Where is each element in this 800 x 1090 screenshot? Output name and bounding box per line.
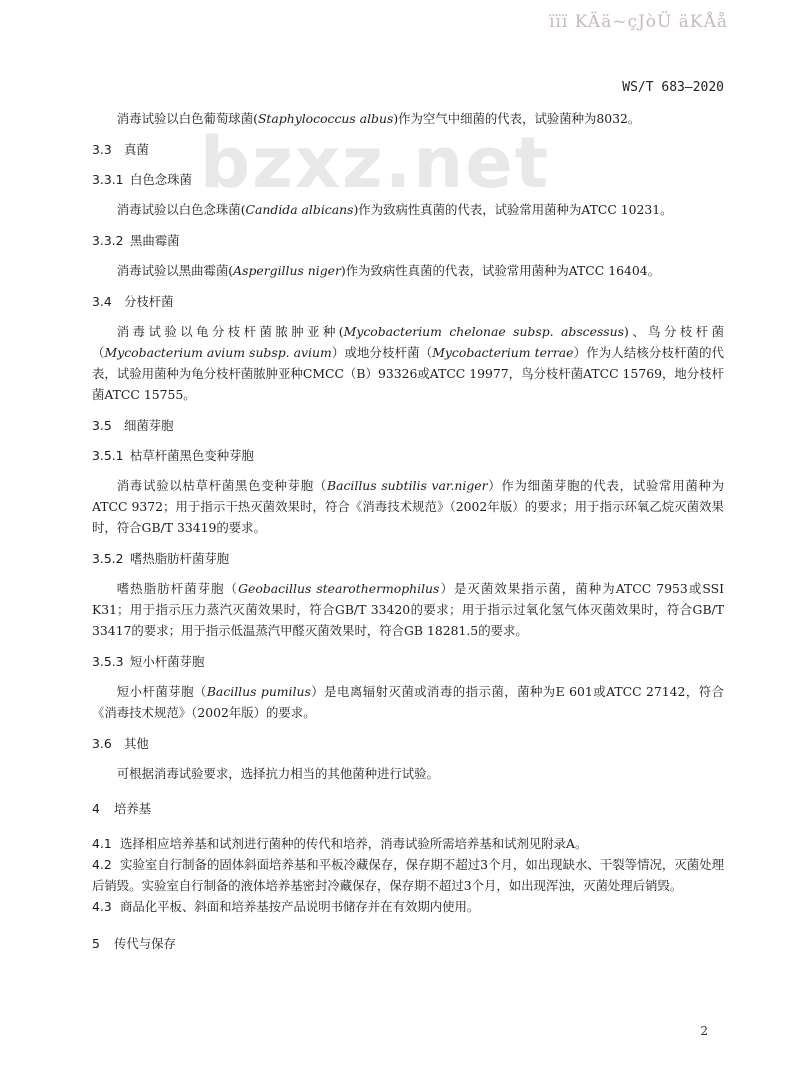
heading-title: 其他: [124, 736, 149, 751]
paragraph-text: ）或地分枝杆菌（: [331, 345, 433, 360]
paragraph-text: ）作为人结核分枝杆菌的代表，试验用菌种为龟分枝杆菌脓肿亚种CMCC（B）93326或ATCC 19977，鸟分枝杆菌ATCC 15769，地分枝杆菌ATCC 15755。: [92, 345, 725, 402]
chapter-heading: [92, 933, 724, 954]
paragraph: [92, 321, 724, 405]
heading-number: 3.5: [92, 418, 112, 433]
list-item: [92, 833, 724, 854]
page-number: 2: [700, 1024, 708, 1038]
heading-title: 枯草杆菌黑色变种芽胞: [130, 448, 254, 463]
numbered-list: [92, 833, 724, 917]
item-text: 商品化平板、斜面和培养基按产品说明书储存并在有效期内使用。: [120, 899, 480, 914]
latin-name: Mycobacterium avium subsp. avium: [104, 345, 332, 360]
section-heading: [92, 548, 724, 569]
paragraph-text: 消毒试验以枯草杆菌黑色变种芽胞（: [116, 478, 327, 493]
heading-title: 真菌: [124, 142, 149, 157]
paragraph-text: 消毒试验以龟分枝杆菌脓肿亚种(: [116, 324, 344, 339]
paragraph-text: ）是灭菌效果指示菌，菌种为ATCC 7953或SSI K31；用于指示压力蒸汽灭菌效果时，符合GB/T 33420的要求；用于指示过氧化氢气体灭菌效果时，符合GB/T 33417的要求；用于指示低温蒸汽甲醛灭菌效果时，符合GB 18281.5的要求。: [92, 581, 724, 638]
heading-title: 嗜热脂肪杆菌芽胞: [130, 551, 230, 566]
section-heading: [92, 415, 724, 436]
paragraph-text: )作为致病性真菌的代表，试验常用菌种为ATCC 16404。: [340, 263, 660, 278]
section-heading: [92, 139, 724, 160]
latin-name: Bacillus pumilus: [206, 684, 311, 699]
item-text: 选择相应培养基和试剂进行菌种的传代和培养，消毒试验所需培养基和试剂见附录A。: [120, 836, 588, 851]
section-heading: [92, 445, 724, 466]
paragraph: [92, 681, 724, 723]
item-number: 4.1: [92, 836, 112, 851]
heading-number: 3.4: [92, 294, 112, 309]
heading-number: 3.5.3: [92, 654, 124, 669]
heading-title: 白色念珠菌: [130, 172, 192, 187]
paragraph: [92, 763, 724, 784]
heading-number: 3.3.2: [92, 233, 124, 248]
section-heading: [92, 230, 724, 251]
latin-name: Mycobacterium chelonae subsp. abscessus: [343, 324, 625, 339]
paragraph-text: 可根据消毒试验要求，选择抗力相当的其他菌种进行试验。: [116, 766, 439, 781]
heading-title: 细菌芽胞: [124, 418, 174, 433]
header-garbled-text: ïïï KÄä~çJòÜ äKÅå: [549, 12, 728, 32]
document-body: [92, 108, 724, 968]
heading-number: 4: [92, 801, 100, 816]
section-heading: [92, 733, 724, 754]
paragraph: [92, 578, 724, 641]
paragraph-text: )作为致病性真菌的代表，试验常用菌种为ATCC 10231。: [353, 202, 673, 217]
heading-number: 3.3: [92, 142, 112, 157]
heading-number: 3.3.1: [92, 172, 124, 187]
paragraph-text: ）是电离辐射灭菌或消毒的指示菌，菌种为E 601或ATCC 27142，符合《消毒技术规范》（2002年版）的要求。: [92, 684, 725, 720]
paragraph-text: ）作为细菌芽胞的代表，试验常用菌种为ATCC 9372；用于指示干热灭菌效果时，符合《消毒技术规范》（2002年版）的要求；用于指示环氧乙烷灭菌效果时，符合GB/T 33419的要求。: [92, 478, 724, 535]
latin-name: Candida albicans: [245, 202, 354, 217]
heading-number: 3.5.1: [92, 448, 124, 463]
paragraph-text: 短小杆菌芽胞（: [116, 684, 207, 699]
latin-name: Staphylococcus albus: [257, 111, 394, 126]
paragraph: [92, 199, 724, 220]
item-number: 4.3: [92, 899, 112, 914]
paragraph-text: )作为空气中细菌的代表，试验菌种为8032。: [393, 111, 641, 126]
heading-number: 5: [92, 936, 100, 951]
heading-title: 传代与保存: [114, 936, 176, 951]
chapter-heading: [92, 798, 724, 819]
list-item: [92, 896, 724, 917]
heading-number: 3.6: [92, 736, 112, 751]
item-text: 实验室自行制备的固体斜面培养基和平板冷藏保存，保存期不超过3个月，如出现缺水、干裂等情况，灭菌处理后销毁。实验室自行制备的液体培养基密封冷藏保存，保存期不超过3个月，如出现浑浊，灭菌处理后销毁。: [92, 857, 724, 893]
paragraph: [92, 475, 724, 538]
paragraph: [92, 108, 724, 129]
paragraph-text: 消毒试验以白色葡萄球菌(: [116, 111, 258, 126]
paragraph-text: 消毒试验以黑曲霉菌(: [116, 263, 234, 278]
heading-title: 黑曲霉菌: [130, 233, 180, 248]
section-heading: [92, 651, 724, 672]
heading-number: 3.5.2: [92, 551, 124, 566]
latin-name: Aspergillus niger: [233, 263, 341, 278]
latin-name: Mycobacterium terrae: [432, 345, 574, 360]
list-item: [92, 854, 724, 896]
paragraph-text: 嗜热脂肪杆菌芽胞（: [116, 581, 239, 596]
standard-code: WS/T 683—2020: [622, 80, 724, 95]
heading-title: 短小杆菌芽胞: [130, 654, 205, 669]
paragraph-text: )、鸟分枝杆菌（: [92, 324, 724, 360]
watermark: bzxz.net: [200, 122, 551, 204]
paragraph: [92, 260, 724, 281]
latin-name: Geobacillus stearothermophilus: [238, 581, 440, 596]
section-heading: [92, 169, 724, 190]
section-heading: [92, 291, 724, 312]
item-number: 4.2: [92, 857, 112, 872]
paragraph-text: 消毒试验以白色念珠菌(: [116, 202, 246, 217]
latin-name: Bacillus subtilis var.niger: [326, 478, 488, 493]
heading-title: 培养基: [114, 801, 152, 816]
heading-title: 分枝杆菌: [124, 294, 174, 309]
